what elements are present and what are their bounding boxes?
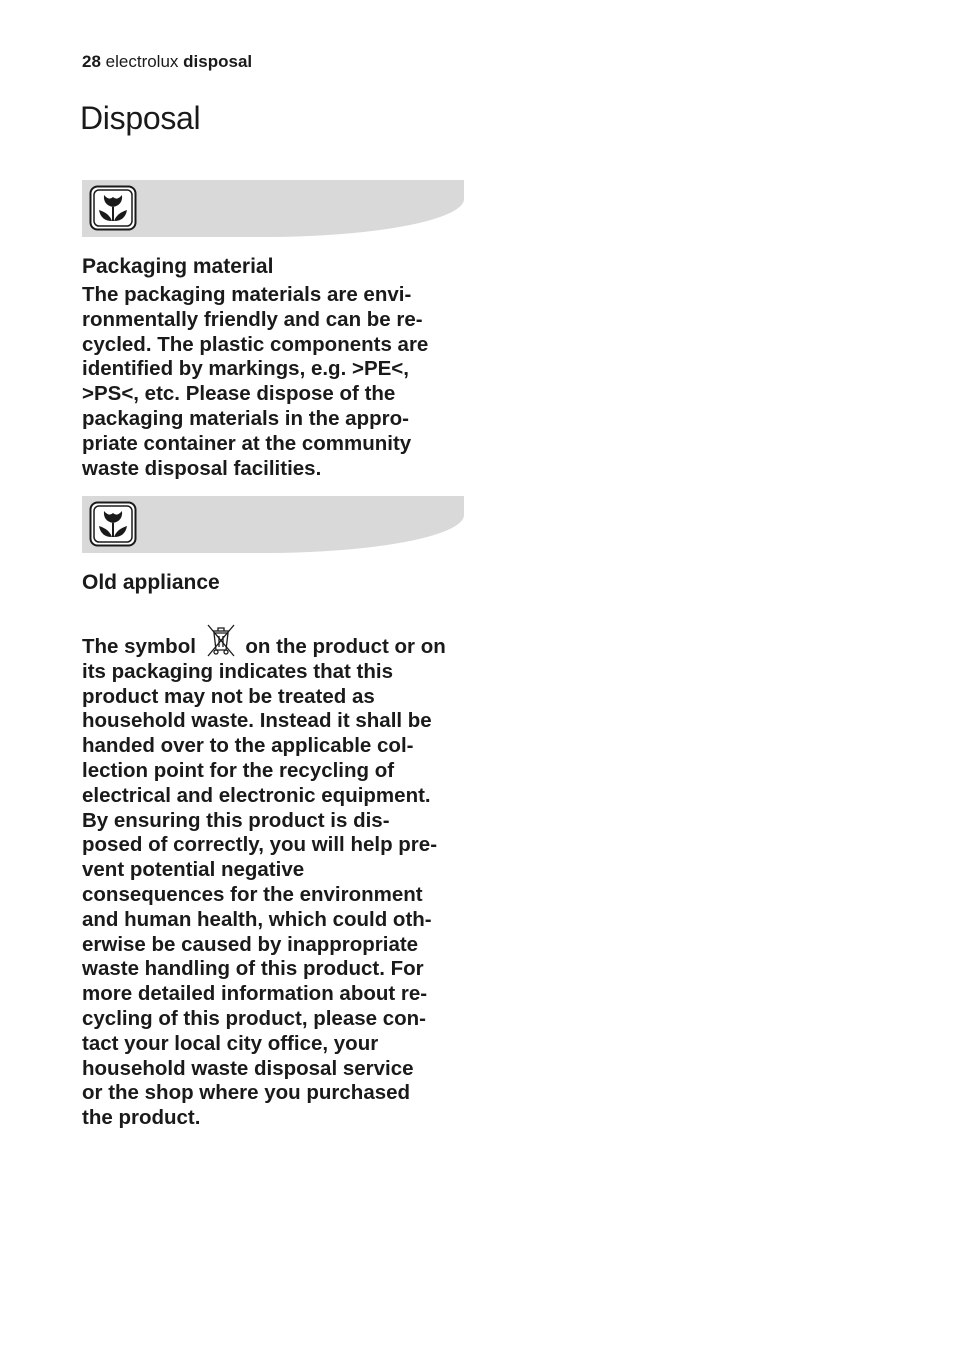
environment-flower-icon (89, 501, 137, 547)
crossed-out-wheelie-bin-icon (204, 623, 238, 657)
section-banner-packaging (82, 180, 464, 237)
section-body-packaging: The packaging materials are envi- ronmentally friendly and can be re- cycled. The plastic components are identified by markings, e.g. >PE<, >PS<, etc. Please dispose of the packaging materials in the appro- priate container at the community waste disposal facilities. (82, 283, 429, 480)
page-number: 28 (82, 52, 101, 71)
page-title: Disposal (80, 100, 201, 136)
running-header (82, 52, 252, 72)
section-body-old-appliance (82, 623, 467, 1131)
body-text-after-symbol: on the product or on its packaging indicates that this product may not be treated as household waste. Instead it shall be handed over to the applicable col- lection point for the recycling of electrical and electronic equipment. By ensuring this product is dis- posed of correctly, you will help pre- vent potential negative consequences for the environment and human health, which could oth- erwise be caused by inappropriate waste handling of this product. For more detailed information about re- cycling of this product, please con- tact your local city office, your household waste disposal service or the shop where you purchased the product. (82, 635, 446, 1130)
body-text-before-symbol: The symbol (82, 635, 196, 658)
section-name: disposal (183, 52, 253, 71)
environment-flower-icon (89, 185, 137, 231)
section-heading-old-appliance: Old appliance (82, 571, 220, 594)
section-heading-packaging: Packaging material (82, 255, 274, 278)
section-banner-old-appliance (82, 496, 464, 553)
brand-name: electrolux (105, 52, 179, 71)
